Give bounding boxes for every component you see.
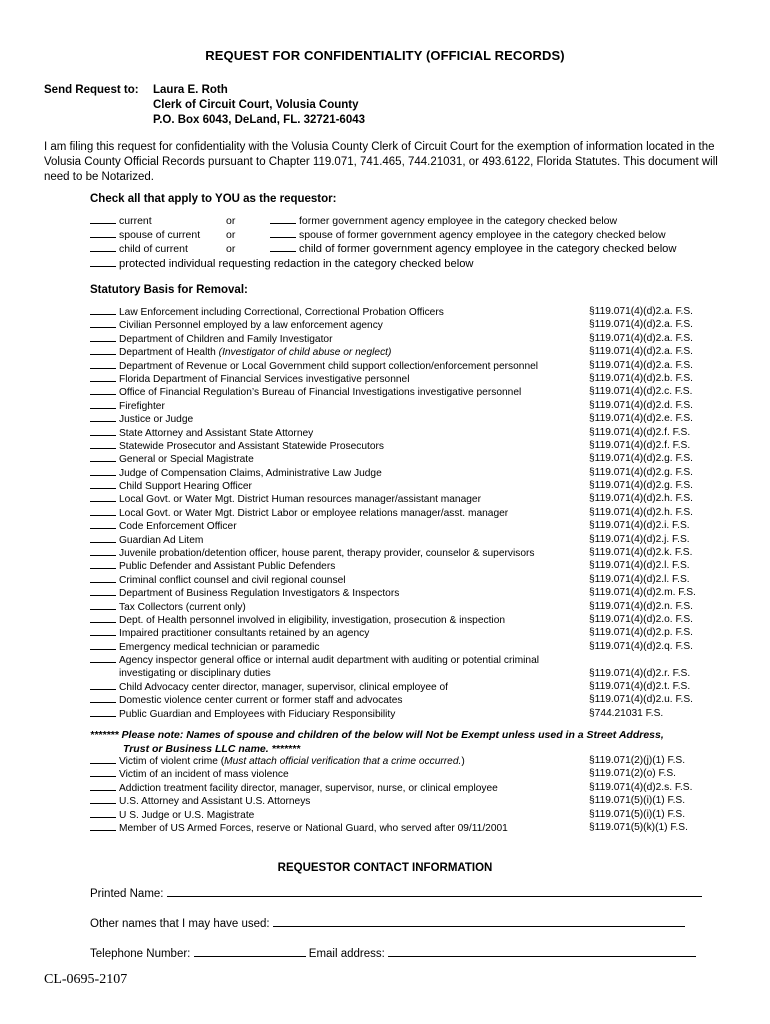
note-line: ******* Please note: Names of spouse and children of the below will Not be Exempt unless used in a Street Address, [90, 729, 664, 741]
printed-name-line[interactable] [167, 884, 702, 897]
list-item [90, 653, 720, 666]
item-label: Public Defender and Assistant Public Defenders [119, 561, 336, 573]
list-item [90, 767, 720, 780]
item-label: Civilian Personnel employed by a law enforcement agency [119, 320, 383, 332]
list-item [90, 385, 720, 398]
statute-citation: §119.071(4)(d)2.p. F.S. [589, 627, 694, 639]
item-label: Guardian Ad Litem [119, 534, 204, 546]
checkbox-blank[interactable] [90, 794, 116, 804]
list-item [90, 492, 720, 505]
checkbox-blank[interactable] [90, 506, 116, 516]
item-label: Addiction treatment facility director, manager, supervisor, nurse, or clinical employee [119, 782, 498, 794]
address-line: P.O. Box 6043, DeLand, FL. 32721-6043 [153, 114, 366, 126]
checkbox-blank[interactable] [90, 559, 116, 569]
statute-citation: §119.071(5)(k)(1) F.S. [589, 821, 688, 833]
item-label: Child Advocacy center director, manager, supervisor, clinical employee of [119, 681, 448, 693]
telephone-label: Telephone Number: [90, 948, 191, 960]
option-child-current[interactable]: child of current [90, 242, 188, 256]
list-item [90, 506, 720, 519]
exempt-list [90, 754, 720, 834]
list-item [90, 573, 720, 586]
item-label: Department of Health [119, 347, 219, 359]
item-label: U S. Judge or U.S. Magistrate [119, 809, 255, 821]
statute-citation: §119.071(5)(i)(1) F.S. [589, 808, 686, 820]
statute-citation: §119.071(4)(d)2.t. F.S. [589, 680, 691, 692]
statute-citation: §119.071(4)(d)2.g. F.S. [589, 453, 694, 465]
checkbox-blank[interactable] [90, 399, 116, 409]
checkbox-blank[interactable] [90, 693, 116, 703]
item-label: Department of Business Regulation Investigators & Inspectors [119, 588, 400, 600]
statute-citation: §119.071(4)(d)2.q. F.S. [589, 640, 694, 652]
item-label: Office of Financial Regulation’s Bureau of Financial Investigations investigative personnel [119, 387, 522, 399]
item-label: Child Support Hearing Officer [119, 481, 252, 493]
item-label: Justice or Judge [119, 414, 194, 426]
option-former[interactable]: former government agency employee in the category checked below [270, 214, 617, 228]
checkbox-blank[interactable] [90, 626, 116, 636]
list-item [90, 546, 720, 559]
item-label: Domestic violence center current or former staff and advocates [119, 695, 403, 707]
list-item [90, 667, 720, 680]
checkbox-blank[interactable] [90, 754, 116, 764]
list-item [90, 372, 720, 385]
statute-citation: §119.071(4)(d)2.m. F.S. [589, 587, 696, 599]
item-label: Victim of violent crime ( [119, 756, 225, 767]
checkbox-blank[interactable] [90, 372, 116, 382]
item-label: Florida Department of Financial Services investigative personnel [119, 373, 410, 385]
checkbox-blank[interactable] [90, 600, 116, 610]
list-item [90, 586, 720, 599]
other-names-label: Other names that I may have used: [90, 918, 270, 930]
item-label: Judge of Compensation Claims, Administrative Law Judge [119, 467, 382, 479]
checkbox-blank[interactable] [270, 214, 296, 224]
list-item [90, 399, 720, 412]
checkbox-blank[interactable] [90, 781, 116, 791]
item-label: investigating or disciplinary duties [119, 667, 271, 679]
item-label: Public Guardian and Employees with Fiduciary Responsibility [119, 708, 396, 720]
checkbox-blank[interactable] [90, 586, 116, 596]
item-label: Dept. of Health personnel involved in eligibility, investigation, prosecution & inspection [119, 614, 506, 626]
statute-citation: §119.071(4)(d)2.h. F.S. [589, 506, 694, 518]
item-label: Code Enforcement Officer [119, 521, 237, 533]
list-item [90, 318, 720, 331]
statutory-list [90, 305, 720, 720]
statute-citation: §119.071(4)(d)2.a. F.S. [589, 306, 694, 317]
checkbox-blank[interactable] [90, 479, 116, 489]
statute-citation: §119.071(4)(d)2.j. F.S. [589, 533, 690, 545]
item-label: Local Govt. or Water Mgt. District Labor or employee relations manager/asst. manager [119, 507, 509, 519]
item-label: Department of Children and Family Investigator [119, 333, 333, 345]
checkbox-blank[interactable] [90, 573, 116, 583]
item-label: Tax Collectors (current only) [119, 601, 246, 613]
list-item [90, 693, 720, 706]
checkbox-blank[interactable] [90, 466, 116, 476]
list-item [90, 754, 720, 767]
statute-citation: §119.071(4)(d)2.n. F.S. [589, 600, 694, 612]
checkbox-blank[interactable] [90, 318, 116, 328]
statute-citation: §119.071(4)(d)2.r. F.S. [589, 667, 691, 679]
send-to-label: Send Request to [44, 84, 135, 96]
checkbox-blank[interactable] [90, 439, 116, 449]
item-note: Must attach official verification that a crime occurred. [224, 756, 462, 767]
checkbox-blank[interactable] [90, 257, 116, 267]
contact-row [90, 944, 696, 960]
statute-citation: §119.071(4)(d)2.o. F.S. [589, 613, 694, 625]
printed-name-field[interactable] [90, 884, 702, 900]
exemption-note [90, 728, 664, 756]
list-item [90, 533, 720, 546]
list-item [90, 519, 720, 532]
checkbox-blank[interactable] [90, 452, 116, 462]
list-item [90, 626, 720, 639]
statute-citation: §119.071(5)(i)(1) F.S. [589, 795, 686, 807]
checkbox-blank[interactable] [90, 426, 116, 436]
checkbox-blank[interactable] [90, 533, 116, 543]
checkbox-blank[interactable] [90, 546, 116, 556]
checkbox-blank[interactable] [90, 214, 116, 224]
list-item [90, 452, 720, 465]
list-item [90, 613, 720, 626]
or-label: or [226, 229, 236, 241]
item-label: Impaired practitioner consultants retained by an agency [119, 628, 370, 640]
statute-citation: §119.071(4)(d)2.l. F.S. [589, 573, 690, 585]
list-item [90, 359, 720, 372]
statutory-heading: Statutory Basis for Removal: [90, 284, 248, 296]
statute-citation: §119.071(4)(d)2.i. F.S. [589, 520, 690, 532]
checkbox-blank[interactable] [90, 613, 116, 623]
statute-citation: §119.071(4)(d)2.d. F.S. [589, 399, 694, 411]
option-spouse-current[interactable]: spouse of current [90, 228, 200, 242]
checkbox-blank[interactable] [90, 640, 116, 650]
statute-citation: §119.071(4)(d)2.a. F.S. [589, 332, 694, 344]
or-label: or [226, 215, 236, 227]
intro-paragraph: I am filing this request for confidentiality with the Volusia County Clerk of Circuit Court for the exemption of information located in the Volusia County Official Records pursuant to Chapter 119.071, 741.465, 744.21031, or 493.6122, Florida Statutes. This document will need to be Notarized. [44, 141, 718, 183]
statute-citation: §119.071(2)(o) F.S. [589, 768, 677, 780]
statute-citation: §119.071(4)(d)2.f. F.S. [589, 426, 691, 438]
checkbox-blank[interactable] [90, 345, 116, 355]
address-line: Laura E. Roth [153, 84, 228, 96]
option-protected[interactable]: protected individual requesting redaction in the category checked below [90, 257, 474, 271]
item-label: Agency inspector general office or internal audit department with auditing or potential criminal [119, 655, 540, 667]
statute-citation: §119.071(4)(d)2.a. F.S. [589, 319, 694, 331]
note-line: Trust or Business LLC name. ******* [123, 743, 301, 755]
list-item [90, 439, 720, 452]
list-item [90, 680, 720, 693]
list-item [90, 794, 720, 807]
item-label: Statewide Prosecutor and Assistant Statewide Prosecutors [119, 440, 385, 452]
or-label: or [226, 243, 236, 255]
item-label: General or Special Magistrate [119, 454, 254, 466]
item-label: Department of Revenue or Local Government child support collection/enforcement personnel [119, 360, 539, 372]
item-label: U.S. Attorney and Assistant U.S. Attorneys [119, 796, 311, 808]
list-item [90, 781, 720, 794]
page-title: REQUEST FOR CONFIDENTIALITY (OFFICIAL RECORDS) [205, 48, 565, 63]
printed-name-label: Printed Name: [90, 888, 164, 900]
item-label: Local Govt. or Water Mgt. District Human resources manager/assistant manager [119, 494, 481, 506]
checkbox-blank[interactable] [90, 767, 116, 777]
statute-citation: §119.071(4)(d)2.b. F.S. [589, 372, 694, 384]
item-label: Juvenile probation/detention officer, house parent, therapy provider, counselor & supervisors [119, 548, 535, 560]
statute-citation: §119.071(4)(d)2.g. F.S. [589, 466, 694, 478]
requestor-heading: Check all that apply to YOU as the requestor: [90, 193, 337, 205]
option-spouse-former[interactable]: spouse of former government agency employee in the category checked below [270, 228, 666, 242]
list-item [90, 808, 720, 821]
statute-citation: §119.071(4)(d)2.f. F.S. [589, 439, 691, 451]
list-item [90, 466, 720, 479]
statute-citation: §119.071(2)(j)(1) F.S. [589, 755, 686, 766]
statute-citation: §119.071(4)(d)2.a. F.S. [589, 346, 694, 358]
item-label: Firefighter [119, 400, 165, 412]
statute-citation: §119.071(4)(d)2.e. F.S. [589, 413, 694, 425]
checkbox-blank[interactable] [90, 821, 116, 831]
list-item [90, 426, 720, 439]
checkbox-blank[interactable] [90, 359, 116, 369]
list-item [90, 559, 720, 572]
checkbox-blank[interactable] [90, 492, 116, 502]
checkbox-blank[interactable] [90, 680, 116, 690]
checkbox-blank[interactable] [90, 305, 116, 315]
list-item [90, 412, 720, 425]
telephone-line[interactable] [194, 944, 306, 957]
list-item [90, 305, 720, 318]
item-label: Member of US Armed Forces, reserve or National Guard, who served after 09/11/2001 [119, 822, 508, 834]
form-number: CL-0695-2107 [44, 972, 128, 987]
other-names-field[interactable] [90, 914, 685, 930]
item-note: (Investigator of child abuse or neglect) [218, 347, 392, 359]
checkbox-blank[interactable] [90, 707, 116, 717]
address-line: Clerk of Circuit Court, Volusia County [153, 99, 359, 111]
list-item [90, 332, 720, 345]
item-label: Victim of an incident of mass violence [119, 769, 289, 781]
checkbox-blank[interactable] [90, 228, 116, 238]
list-item [90, 640, 720, 653]
checkbox-blank[interactable] [270, 242, 296, 252]
send-to-address [153, 83, 365, 128]
option-child-former[interactable]: child of former government agency employee in the category checked below [270, 242, 676, 256]
list-item [90, 345, 720, 358]
statute-citation: §744.21031 F.S. [589, 707, 664, 719]
statute-citation: §119.071(4)(d)2.c. F.S. [589, 386, 693, 398]
email-line[interactable] [388, 944, 696, 957]
list-item [90, 600, 720, 613]
statute-citation: §119.071(4)(d)2.s. F.S. [589, 781, 693, 793]
checkbox-blank[interactable] [90, 385, 116, 395]
checkbox-blank[interactable] [90, 653, 116, 663]
checkbox-blank[interactable] [90, 412, 116, 422]
checkbox-blank[interactable] [90, 332, 116, 342]
checkbox-blank[interactable] [90, 242, 116, 252]
send-to-block: Send Request to: Laura E. Roth Clerk of Circuit Court, Volusia County P.O. Box 6043, DeLand, FL. 32721-6043 [44, 84, 366, 126]
statute-citation: §119.071(4)(d)2.g. F.S. [589, 480, 694, 492]
other-names-line[interactable] [273, 914, 685, 927]
contact-heading: REQUESTOR CONTACT INFORMATION [277, 862, 493, 874]
item-tail: ) [461, 756, 465, 767]
item-label: Criminal conflict counsel and civil regional counsel [119, 574, 346, 586]
checkbox-blank[interactable] [90, 519, 116, 529]
checkbox-blank[interactable] [270, 228, 296, 238]
list-item [90, 821, 720, 834]
checkbox-blank[interactable] [90, 808, 116, 818]
statute-citation: §119.071(4)(d)2.k. F.S. [589, 547, 693, 559]
statute-citation: §119.071(4)(d)2.l. F.S. [589, 560, 690, 572]
item-label: Law Enforcement including Correctional, Correctional Probation Officers [119, 307, 444, 318]
statute-citation: §119.071(4)(d)2.a. F.S. [589, 359, 694, 371]
list-item [90, 479, 720, 492]
item-label: Emergency medical technician or paramedic [119, 641, 320, 653]
statute-citation: §119.071(4)(d)2.u. F.S. [589, 694, 694, 706]
list-item [90, 707, 720, 720]
option-current[interactable]: current [90, 214, 152, 228]
item-label: State Attorney and Assistant State Attorney [119, 427, 314, 439]
statute-citation: §119.071(4)(d)2.h. F.S. [589, 493, 694, 505]
email-label: Email address: [308, 948, 385, 960]
